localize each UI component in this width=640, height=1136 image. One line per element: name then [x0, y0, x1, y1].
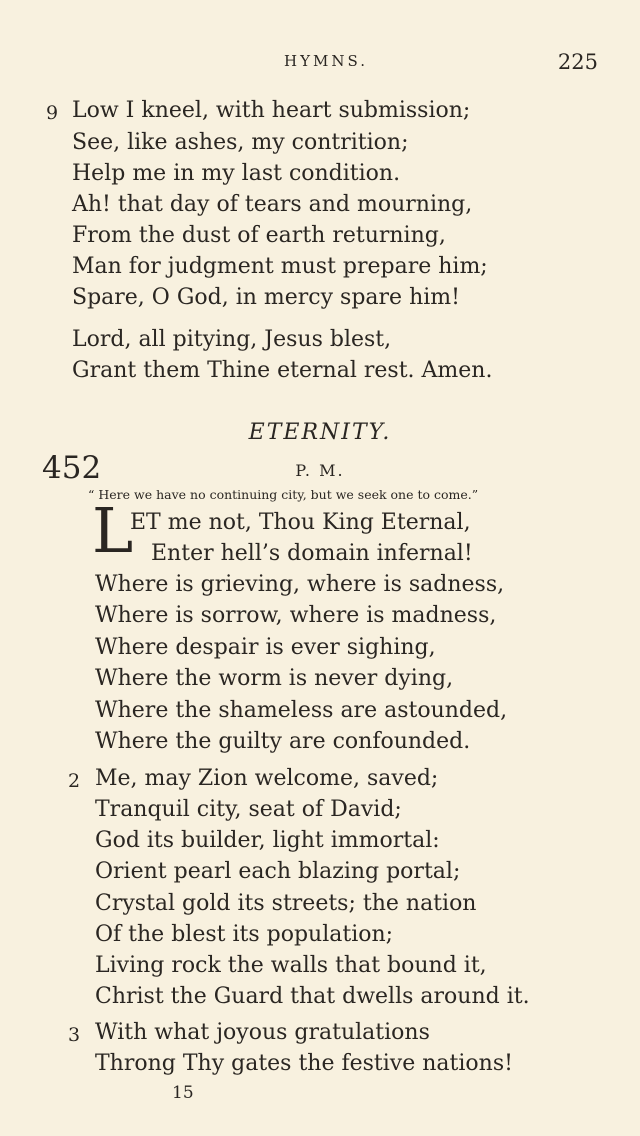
hymn-number: 452	[42, 450, 102, 486]
verse-line: With what joyous gratulations	[95, 1020, 430, 1045]
verse-line: Ah! that day of tears and mourning,	[72, 192, 473, 217]
verse-number: 3	[68, 1024, 81, 1046]
running-title: HYMNS.	[284, 52, 368, 70]
verse-line: Where is sorrow, where is madness,	[95, 603, 497, 628]
verse-line: Where the guilty are confounded.	[95, 729, 471, 754]
epigraph: “ Here we have no continuing city, but we seek one to come.”	[88, 487, 479, 502]
verse-line: Enter hell’s domain infernal!	[151, 541, 473, 566]
signature-mark: 15	[172, 1083, 194, 1103]
verse-line: Where despair is ever sighing,	[95, 635, 436, 660]
verse-line: Spare, O God, in mercy spare him!	[72, 285, 460, 310]
verse-line: Man for judgment must prepare him;	[72, 254, 488, 279]
verse-line: Living rock the walls that bound it,	[95, 953, 487, 978]
verse-line: Low I kneel, with heart submission;	[72, 98, 471, 123]
verse-line: ET me not, Thou King Eternal,	[130, 510, 471, 535]
meter-label: P. M.	[295, 461, 345, 480]
verse-line: Me, may Zion welcome, saved;	[95, 766, 439, 791]
verse-line: Of the blest its population;	[95, 922, 394, 947]
verse-line: Where the worm is never dying,	[95, 666, 454, 691]
verse-number: 2	[68, 770, 81, 792]
verse-line: Tranquil city, seat of David;	[95, 797, 402, 822]
closing-line: Lord, all pitying, Jesus blest,	[72, 327, 392, 352]
page-number: 225	[557, 50, 598, 74]
section-title: ETERNITY.	[248, 420, 392, 445]
verse-line: Crystal gold its streets; the nation	[95, 891, 477, 916]
verse-line: See, like ashes, my contrition;	[72, 130, 409, 155]
verse-line: Throng Thy gates the festive nations!	[95, 1051, 513, 1076]
verse-line: Orient pearl each blazing portal;	[95, 859, 461, 884]
verse-number: 9	[46, 102, 59, 124]
verse-line: From the dust of earth returning,	[72, 223, 446, 248]
verse-line: Christ the Guard that dwells around it.	[95, 984, 530, 1009]
verse-line: Where the shameless are astounded,	[95, 698, 508, 723]
verse-line: God its builder, light immortal:	[95, 828, 440, 853]
verse-line: Help me in my last condition.	[72, 161, 401, 186]
verse-line: Where is grieving, where is sadness,	[95, 572, 505, 597]
drop-cap: L	[92, 494, 134, 567]
closing-line: Grant them Thine eternal rest. Amen.	[72, 358, 493, 383]
running-head	[0, 50, 640, 74]
